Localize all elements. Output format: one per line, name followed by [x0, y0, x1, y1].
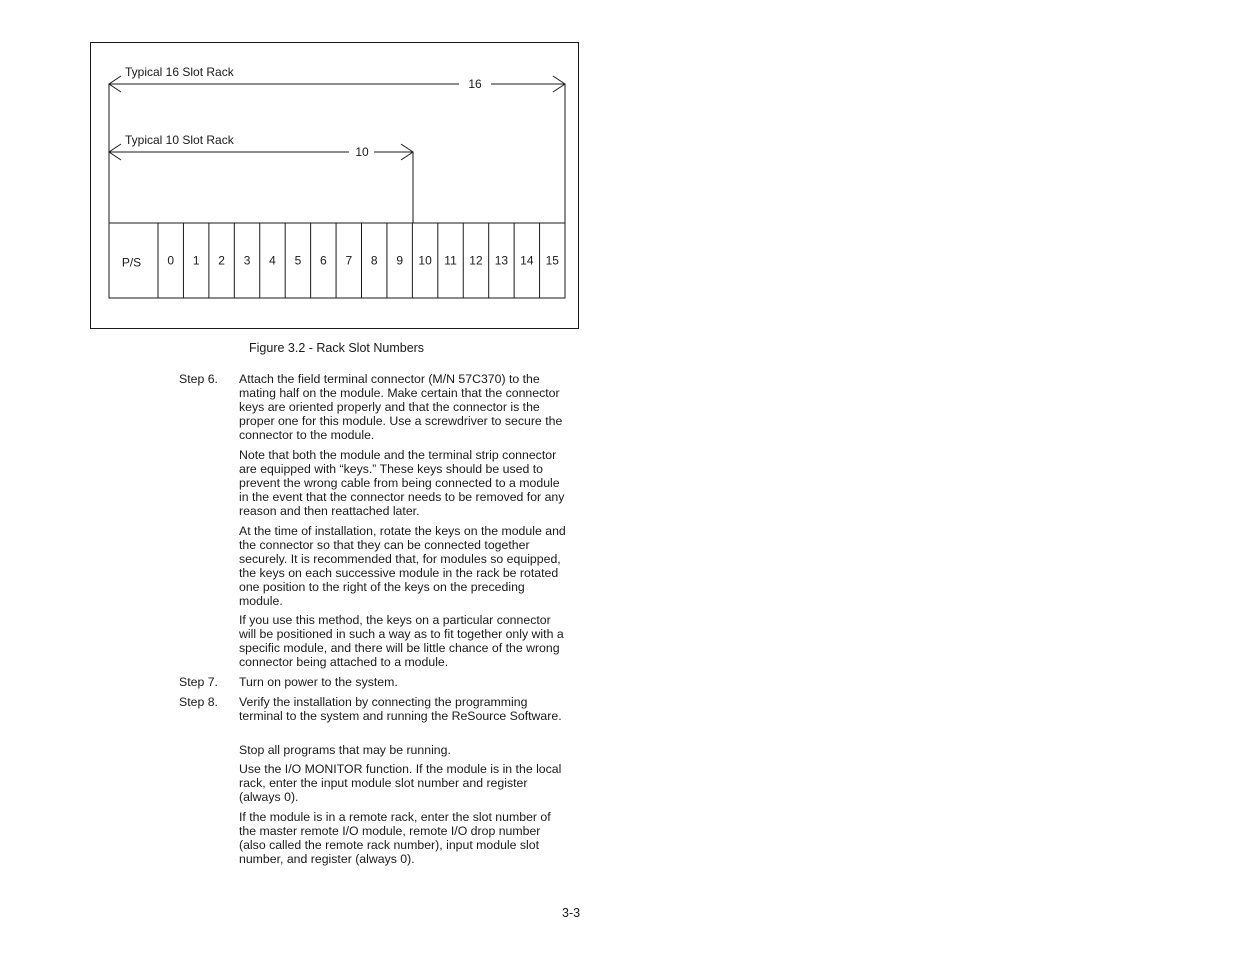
step-6-label: Step 6. [179, 372, 218, 386]
label-16-slot-rack: Typical 16 Slot Rack [125, 65, 234, 79]
slot-number-label: 14 [520, 253, 534, 268]
slot-number-label: 1 [192, 253, 200, 268]
slot-number-label: 11 [444, 253, 457, 268]
slot-number-label: 4 [269, 253, 276, 268]
slot-number-label: 8 [370, 253, 378, 268]
slot-number-label: 9 [396, 253, 403, 268]
step-7-paragraph-1: Turn on power to the system. [239, 675, 398, 689]
step-8-paragraph-1: Verify the installation by connecting the programming terminal to the system and running the ReSource Software. [239, 695, 562, 724]
slot-number-label: 3 [243, 253, 251, 268]
label-10-slot-rack: Typical 10 Slot Rack [125, 133, 234, 147]
dim-10-value: 10 [355, 145, 369, 159]
slot-number-label: 2 [218, 253, 225, 268]
rack-figure [90, 42, 579, 329]
rack-diagram [91, 43, 580, 330]
slot-number-label: 7 [345, 253, 353, 268]
slot-number-label: 0 [167, 253, 175, 268]
slot-row [122, 223, 559, 298]
step-8-paragraph-2: Stop all programs that may be running. [239, 743, 451, 757]
slot-number-label: 10 [418, 253, 432, 268]
dim-16-value: 16 [468, 77, 482, 91]
slot-number-label: 6 [320, 253, 327, 268]
step-8-paragraph-3: Use the I/O MONITOR function. If the module is in the local rack, enter the input module slot number and register (always 0). [239, 762, 562, 805]
slot-number-label: 15 [545, 253, 559, 268]
slot-ps-label: P/S [121, 255, 142, 270]
step-6-paragraph-4: If you use this method, the keys on a particular connector will be positioned in such a way as to fit together only with a specific module, and there will be little chance of the wrong connector being attached to a module. [239, 613, 564, 670]
step-6-paragraph-3: At the time of installation, rotate the keys on the module and the connector so that they can be connected together securely. It is recommended that, for modules so equipped, the keys on each successive module in the rack be rotated one position to the right of the keys on the preceding module. [239, 524, 566, 609]
page-number: 3-3 [562, 906, 581, 920]
slot-number-label: 5 [294, 253, 302, 268]
slot-number-label: 13 [494, 253, 509, 268]
step-6-paragraph-2: Note that both the module and the terminal strip connector are equipped with “keys.” These keys should be used to prevent the wrong cable from being connected to a module in the event that the connector needs to be removed for any reason and then reattached later. [239, 448, 565, 519]
step-7-label: Step 7. [179, 675, 218, 689]
step-8-label: Step 8. [179, 695, 218, 709]
step-6-paragraph-1: Attach the field terminal connector (M/N 57C370) to the mating half on the module. Make certain that the connector keys are oriented properly and that the connector is the proper one for this module. Use a screwdriver to secure the connector to the module. [239, 372, 563, 443]
slot-number-label: 12 [469, 253, 483, 268]
figure-caption: Figure 3.2 - Rack Slot Numbers [249, 341, 425, 355]
step-8-paragraph-4: If the module is in a remote rack, enter the slot number of the master remote I/O module, remote I/O drop number (also called the remote rack number), input module slot number, and register (always 0). [239, 810, 551, 867]
